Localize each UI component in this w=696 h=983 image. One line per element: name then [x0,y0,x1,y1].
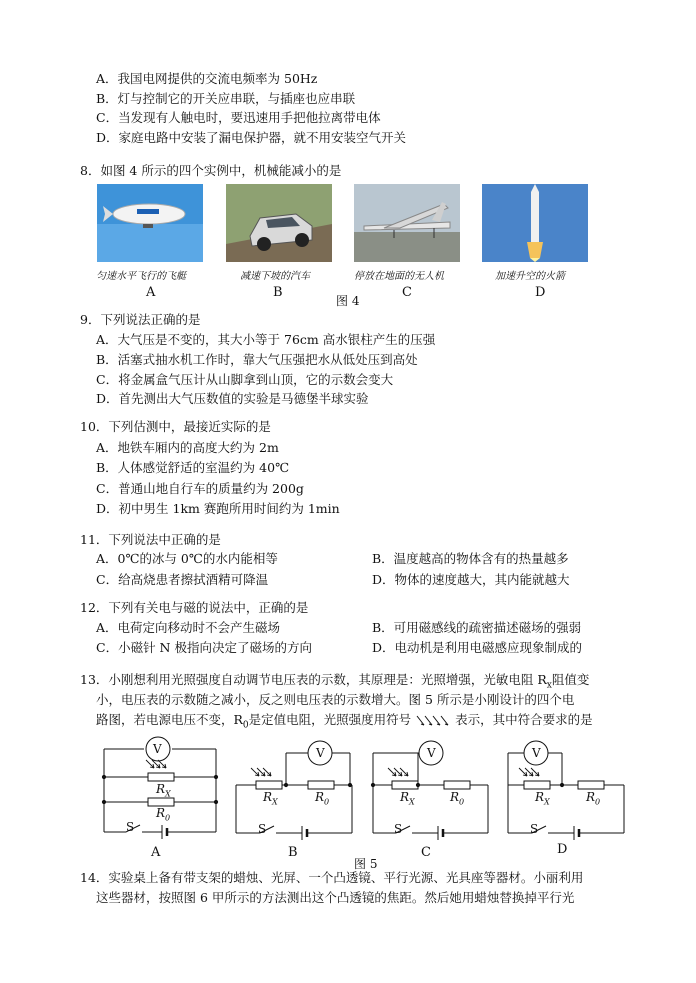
q9-option-a: A．大气压是不变的，其大小等于 76cm 高水银柱产生的压强 [96,332,436,347]
circuit-b-r0: $R_0$ [315,790,330,807]
q8-stem: 8．如图 4 所示的四个实例中，机械能减小的是 [80,163,342,178]
q9-option-d: D．首先测出大气压数值的实验是马德堡半球实验 [96,391,369,406]
q13-line-3: 路图，若电源电压不变，$R_0$是定值电阻，光照强度用符号 表示，其中符合要求的是 [96,712,593,731]
light-intensity-symbol [415,714,451,728]
circuit-a-meter: V [153,742,162,756]
q8-label-b: B [273,285,283,300]
circuit-d-rx: $R_X$ [535,790,550,807]
q9-option-b: B．活塞式抽水机工作时，靠大气压强把水从低处压到高处 [96,352,418,367]
q13-line-2: 小，电压表的示数随之减小，反之则电压表的示数增大。图 5 所示是小刚设计的四个电 [96,692,575,707]
q7-option-d: D．家庭电路中安装了漏电保护器，就不用安装空气开关 [96,130,407,145]
figure-4-caption: 图 4 [336,294,360,308]
circuit-d-r0: $R_0$ [586,790,601,807]
q13-line-1: 13．小刚想利用光照强度自动调节电压表的示数，其原理是：光照增强，光敏电阻 $R_x$阻值变 [80,672,590,691]
q11-option-b: B．温度越高的物体含有的热量越多 [372,551,569,566]
q7-option-b: B．灯与控制它的开关应串联，与插座也应串联 [96,91,356,106]
circuit-b-meter: V [316,746,325,760]
drone-photo [354,184,460,262]
q13-label-a: A [151,845,161,860]
figure-5-circuits [96,733,636,863]
caption-drone: 停放在地面的无人机 [354,271,444,282]
circuit-b [236,741,352,833]
q7-option-a: A．我国电网提供的交流电频率为 50Hz [96,71,318,86]
circuit-d [508,741,624,833]
rocket-photo [482,184,588,262]
circuit-c-rx: $R_X$ [400,790,415,807]
circuit-a-r0: $R_0$ [156,806,171,823]
q11-stem: 11．下列说法中正确的是 [80,532,221,547]
q14-line-1: 14．实验桌上备有带支架的蜡烛、光屏、一个凸透镜、平行光源、光具座等器材。小丽利用 [80,870,584,885]
q12-option-d: D．电动机是利用电磁感应现象制成的 [372,640,583,655]
q10-stem: 10．下列估测中，最接近实际的是 [80,419,271,434]
circuit-c-meter: V [427,746,436,760]
car-photo [226,184,332,262]
circuit-d-meter: V [532,746,541,760]
figure-5-caption: 图 5 [354,857,378,871]
q10-option-a: A．地铁车厢内的高度大约为 2m [96,440,279,455]
q13-label-c: C [421,845,431,860]
circuit-b-rx: $R_X$ [263,790,278,807]
q10-option-d: D．初中男生 1km 赛跑所用时间约为 1min [96,501,340,516]
caption-rocket: 加速升空的火箭 [495,271,565,282]
q12-option-c: C．小磁针 N 极指向决定了磁场的方向 [96,640,312,655]
circuit-c-r0: $R_0$ [450,790,465,807]
q12-option-b: B．可用磁感线的疏密描述磁场的强弱 [372,620,582,635]
q14-line-2: 这些器材，按照图 6 甲所示的方法测出这个凸透镜的焦距。然后她用蜡烛替换掉平行光 [96,890,575,905]
q9-option-c: C．将金属盒气压计从山脚拿到山顶，它的示数会变大 [96,372,394,387]
q12-stem: 12．下列有关电与磁的说法中，正确的是 [80,600,309,615]
circuit-b-switch: S [258,822,267,836]
q13-label-b: B [288,845,298,860]
q8-label-a: A [146,285,156,300]
q11-option-a: A．0℃的冰与 0℃的水内能相等 [96,551,278,566]
q7-option-c: C．当发现有人触电时，要迅速用手把他拉离带电体 [96,110,381,125]
circuit-d-switch: S [530,822,539,836]
q8-label-c: C [402,285,412,300]
airship-photo [97,184,203,262]
circuit-c-switch: S [394,822,403,836]
caption-car: 减速下坡的汽车 [240,271,310,282]
circuit-a-switch: S [126,820,135,834]
q9-stem: 9．下列说法正确的是 [80,312,201,327]
caption-airship: 匀速水平飞行的飞艇 [96,271,186,282]
q10-option-c: C．普通山地自行车的质量约为 200g [96,481,304,496]
q8-label-d: D [535,285,546,300]
q11-option-d: D．物体的速度越大，其内能就越大 [372,572,570,587]
q10-option-b: B．人体感觉舒适的室温约为 40℃ [96,460,290,475]
q12-option-a: A．电荷定向移动时不会产生磁场 [96,620,281,635]
q11-option-c: C．给高烧患者擦拭酒精可降温 [96,572,269,587]
circuit-a-rx: $R_X$ [156,782,171,799]
q13-label-d: D [557,842,568,857]
